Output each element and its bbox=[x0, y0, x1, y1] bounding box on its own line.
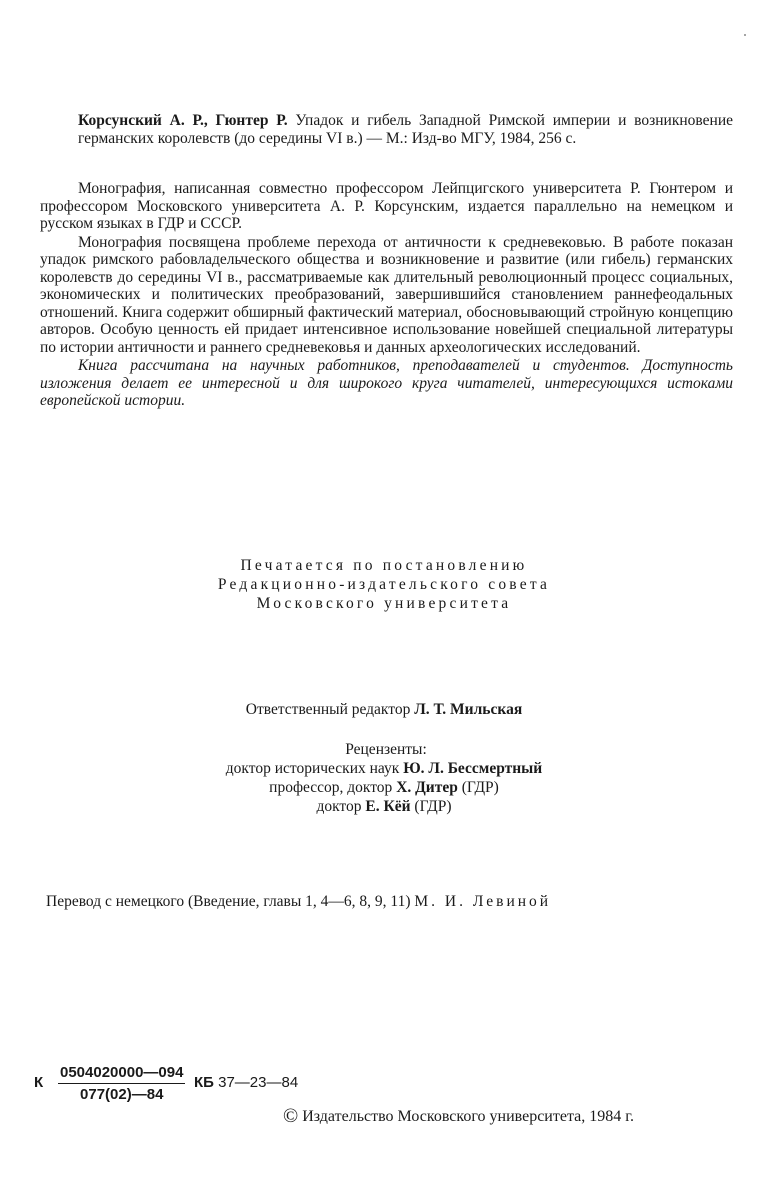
copyright-icon: © bbox=[283, 1105, 299, 1127]
reviewers bbox=[0, 740, 768, 816]
editor-name: Л. Т. Мильская bbox=[414, 701, 523, 718]
responsible-editor bbox=[0, 700, 768, 719]
reviewers-heading: Рецензенты: bbox=[345, 741, 427, 758]
reviewer-title: профессор, доктор bbox=[269, 779, 393, 796]
reviewer-country: (ГДР) bbox=[461, 779, 499, 796]
abstract-paragraph: Монография посвящена проблеме перехода от античности к средневековью. В работе показан упадок римского рабовладельческого общества и возникновение и развитие (или гибель) германских королевств до середины VI в., рассматриваемые как длительный революционный процесс социальных, экономических и политических преобразований, завершившийся становлением раннефеодальных отношений. Книга содержит обширный фактический материал, обосновывающий стройную концепцию авторов. Особую ценность ей придает интенсивное использование новейшей специальной литературы по истории античности и раннего средневековья и данных археологических исследований. bbox=[40, 233, 733, 356]
copyright-line bbox=[283, 1106, 733, 1127]
kb-label: КБ bbox=[194, 1074, 214, 1091]
reviewer-entry bbox=[0, 778, 768, 797]
bibliographic-record bbox=[78, 112, 733, 148]
translator-name: М. И. Левиной bbox=[414, 893, 552, 910]
copyright-text: Издательство Московского университета, 1984 г. bbox=[302, 1108, 634, 1125]
catalog-letter: К bbox=[34, 1074, 44, 1091]
reviewer-entry bbox=[0, 759, 768, 778]
reviewer-title: доктор исторических наук bbox=[225, 760, 400, 777]
catalog-fraction bbox=[58, 1064, 185, 1104]
approval-line: Редакционно-издательского совета bbox=[217, 576, 551, 593]
book-description: Упадок и гибель Западной Римской империи и возникновение германских королевств (до середины VI в.) — М.: Изд-во МГУ, 1984, 256 с. bbox=[78, 112, 733, 147]
reviewer-name: Х. Дитер bbox=[396, 779, 458, 796]
translation-text: Перевод с немецкого (Введение, главы 1, 4—6, 8, 9, 11) bbox=[46, 893, 411, 910]
authors: Корсунский А. Р., Гюнтер Р. bbox=[78, 112, 288, 129]
reviewer-name: Ю. Л. Бессмертный bbox=[403, 760, 543, 777]
catalog-numerator: 0504020000—094 bbox=[58, 1064, 185, 1084]
approval-line: Московского университета bbox=[256, 595, 512, 612]
reviewer-entry bbox=[0, 797, 768, 816]
abstract bbox=[40, 180, 733, 410]
paper-speck bbox=[744, 34, 746, 36]
reviewer-title: доктор bbox=[316, 798, 362, 815]
approval-line: Печатается по постановлению bbox=[240, 557, 528, 574]
editor-role: Ответственный редактор bbox=[245, 701, 411, 718]
kb-number: 37—23—84 bbox=[218, 1074, 299, 1091]
publication-approval bbox=[0, 556, 768, 613]
translation-credit bbox=[46, 892, 746, 911]
reviewer-name: Е. Кёй bbox=[365, 798, 411, 815]
reviewer-country: (ГДР) bbox=[414, 798, 452, 815]
abstract-paragraph: Монография, написанная совместно профессором Лейпцигского университета Р. Гюнтером и профессором Московского университета А. Р. Корсунским, издается параллельно на немецком и русском языках в ГДР и СССР. bbox=[40, 180, 733, 232]
audience-note: Книга рассчитана на научных работников, преподавателей и студентов. Доступность изложения делает ее интересной и для широкого круга читателей, интересующихся истоками европейской истории. bbox=[40, 357, 733, 409]
catalog-kb bbox=[194, 1074, 298, 1092]
catalog-denominator: 077(02)—84 bbox=[80, 1086, 164, 1103]
